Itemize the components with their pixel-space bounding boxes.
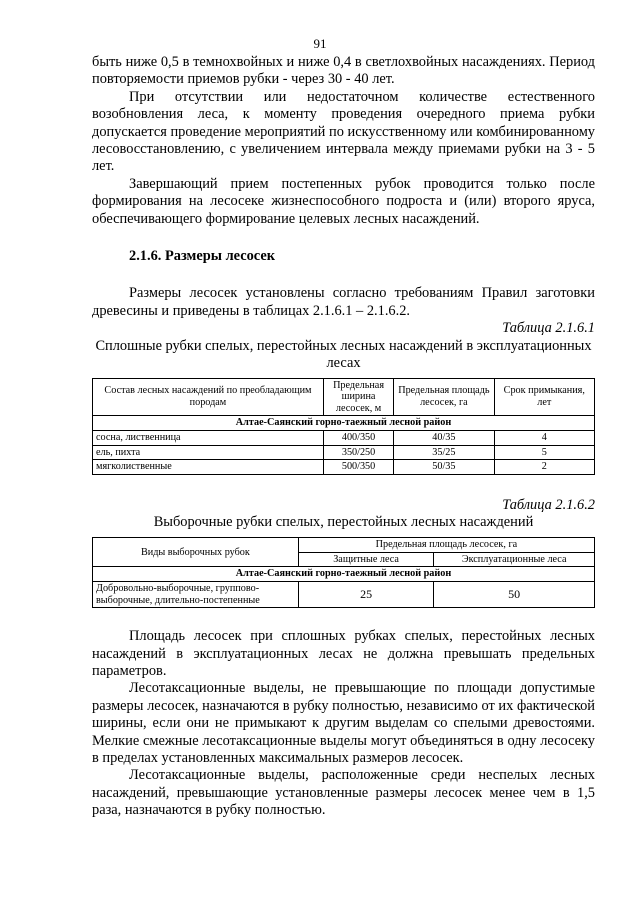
table2-number: Таблица 2.1.6.2 xyxy=(502,496,595,513)
table1-header-row xyxy=(93,378,595,416)
table1-number: Таблица 2.1.6.1 xyxy=(502,320,595,337)
paragraph-3: Завершающий прием постепенных рубок проводится только после формирования на лесосеке жизнеспособного подроста и (или) второго яруса, обеспечивающего формирование целевых лесных насаждений. xyxy=(92,175,595,227)
table-cell: Добровольно-выборочные, группово-выборочные, длительно-постепенные xyxy=(93,582,299,608)
table2-header-exploitation: Эксплуатационные леса xyxy=(434,552,595,567)
table-cell: 2 xyxy=(494,460,594,475)
paragraph-6: Лесотаксационные выделы, не превышающие по площади допустимые размеры лесосек, назначаются в рубку полностью, независимо от их фактической ширины, если они не примыкают к другим выделам со спелыми древостоями. Мелкие смежные лесотаксационные выделы могут объединяться в одну лесосеку в пределах установленных максимальных размеров лесосек. xyxy=(92,680,595,767)
table-cell: 50 xyxy=(434,582,595,608)
table-cell: 5 xyxy=(494,445,594,460)
table1-header-term: Срок примыкания, лет xyxy=(494,378,594,416)
table-cell: 4 xyxy=(494,431,594,446)
table1-title: Сплошные рубки спелых, перестойных лесных насаждений в эксплуатационных лесах xyxy=(95,337,592,371)
table1-header-width: Предельная ширина лесосек, м xyxy=(323,378,393,416)
page-number: 91 xyxy=(313,36,327,51)
table2-header-type: Виды выборочных рубок xyxy=(93,538,299,567)
table1-header-area: Предельная площадь лесосек, га xyxy=(394,378,494,416)
table2-region-row xyxy=(93,567,595,582)
table-row xyxy=(93,582,595,608)
table-cell: 35/25 xyxy=(394,445,494,460)
table-cell: мягколиственные xyxy=(93,460,324,475)
page-content xyxy=(92,54,595,820)
table-cell: 40/35 xyxy=(394,431,494,446)
table-cell: 500/350 xyxy=(323,460,393,475)
table2-header-area: Предельная площадь лесосек, га xyxy=(298,538,594,553)
table2-header-protective: Защитные леса xyxy=(298,552,434,567)
table2-region: Алтае-Саянский горно-таежный лесной район xyxy=(93,567,595,582)
table-cell: 25 xyxy=(298,582,434,608)
table1-region: Алтае-Саянский горно-таежный лесной район xyxy=(93,416,595,431)
table-row xyxy=(93,445,595,460)
table1-header-composition: Состав лесных насаждений по преобладающим породам xyxy=(93,378,324,416)
table-cell: ель, пихта xyxy=(93,445,324,460)
paragraph-7: Лесотаксационные выделы, расположенные среди неспелых лесных насаждений, превышающие установленные размеры лесосек менее чем в 1,5 раза, назначаются в рубку полностью. xyxy=(92,767,595,819)
table2-title: Выборочные рубки спелых, перестойных лесных насаждений xyxy=(153,514,534,531)
section-heading: 2.1.6. Размеры лесосек xyxy=(129,248,276,265)
table-cell: сосна, лиственница xyxy=(93,431,324,446)
table-row xyxy=(93,460,595,475)
table2-header-row xyxy=(93,538,595,553)
table1-region-row xyxy=(93,416,595,431)
table-cell: 400/350 xyxy=(323,431,393,446)
paragraph-5: Площадь лесосек при сплошных рубках спелых, перестойных лесных насаждений в эксплуатационных лесах не должна превышать предельных параметров. xyxy=(92,628,595,680)
table-row xyxy=(93,431,595,446)
table-cell: 50/35 xyxy=(394,460,494,475)
selective-cut-table xyxy=(92,537,595,608)
clear-cut-table xyxy=(92,378,595,475)
table-cell: 350/250 xyxy=(323,445,393,460)
paragraph-4: Размеры лесосек установлены согласно требованиям Правил заготовки древесины и приведены в таблицах 2.1.6.1 – 2.1.6.2. xyxy=(92,285,595,319)
paragraph-2: При отсутствии или недостаточном количестве естественного возобновления леса, к моменту проведения очередного приема рубки допускается проведение мероприятий по искусственному или комбинированному лесовосстановлению, с увеличением интервала между приемами рубки на 3 - 5 лет. xyxy=(92,88,595,175)
paragraph-1: быть ниже 0,5 в темнохвойных и ниже 0,4 в светлохвойных насаждениях. Период повторяемости приемов рубки - через 30 - 40 лет. xyxy=(92,54,595,88)
